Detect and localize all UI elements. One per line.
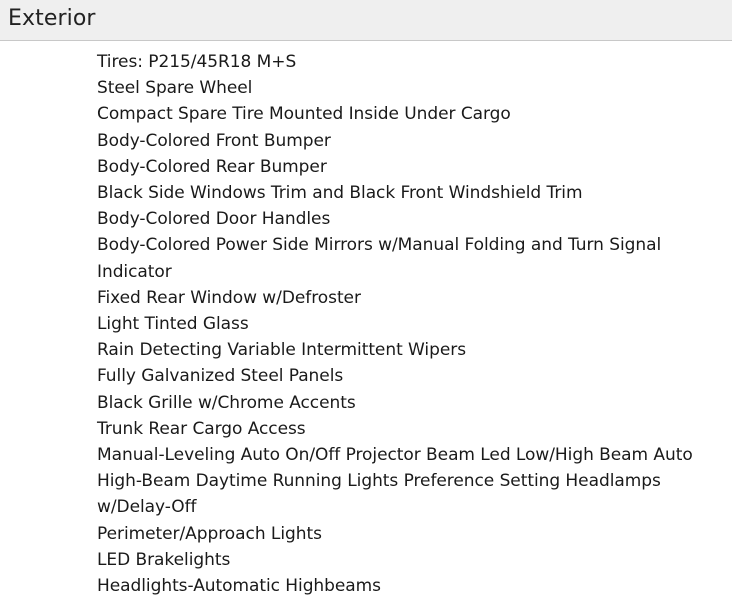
- list-item: LED Brakelights: [97, 549, 231, 570]
- list-item: Manual-Leveling Auto On/Off Projector Beam Led Low/High Beam Auto High-Beam Daytime Running Lights Preference Setting Headlamps w/Delay-Off: [97, 445, 699, 518]
- list-item: Fully Galvanized Steel Panels: [97, 366, 344, 387]
- list-item: Body-Colored Door Handles: [97, 209, 331, 230]
- list-item: Body-Colored Rear Bumper: [97, 156, 327, 177]
- list-item: Black Grille w/Chrome Accents: [97, 392, 356, 413]
- section-header: [0, 0, 732, 41]
- list-item: Fixed Rear Window w/Defroster: [97, 287, 361, 308]
- list-item: Body-Colored Power Side Mirrors w/Manual Folding and Turn Signal Indicator: [97, 235, 667, 282]
- exterior-feature-list: [0, 41, 732, 599]
- list-item: Rain Detecting Variable Intermittent Wipers: [97, 340, 466, 361]
- list-item: Light Tinted Glass: [97, 314, 249, 335]
- list-item: Steel Spare Wheel: [97, 78, 253, 99]
- list-item: Headlights-Automatic Highbeams: [97, 576, 381, 597]
- page-title: Exterior: [8, 6, 96, 31]
- list-item: Black Side Windows Trim and Black Front Windshield Trim: [97, 183, 583, 204]
- list-item: Tires: P215/45R18 M+S: [97, 52, 297, 72]
- list-item: Compact Spare Tire Mounted Inside Under Cargo: [97, 104, 511, 125]
- list-item: Body-Colored Front Bumper: [97, 130, 331, 151]
- list-item: Perimeter/Approach Lights: [97, 523, 322, 544]
- list-item: Trunk Rear Cargo Access: [97, 418, 306, 439]
